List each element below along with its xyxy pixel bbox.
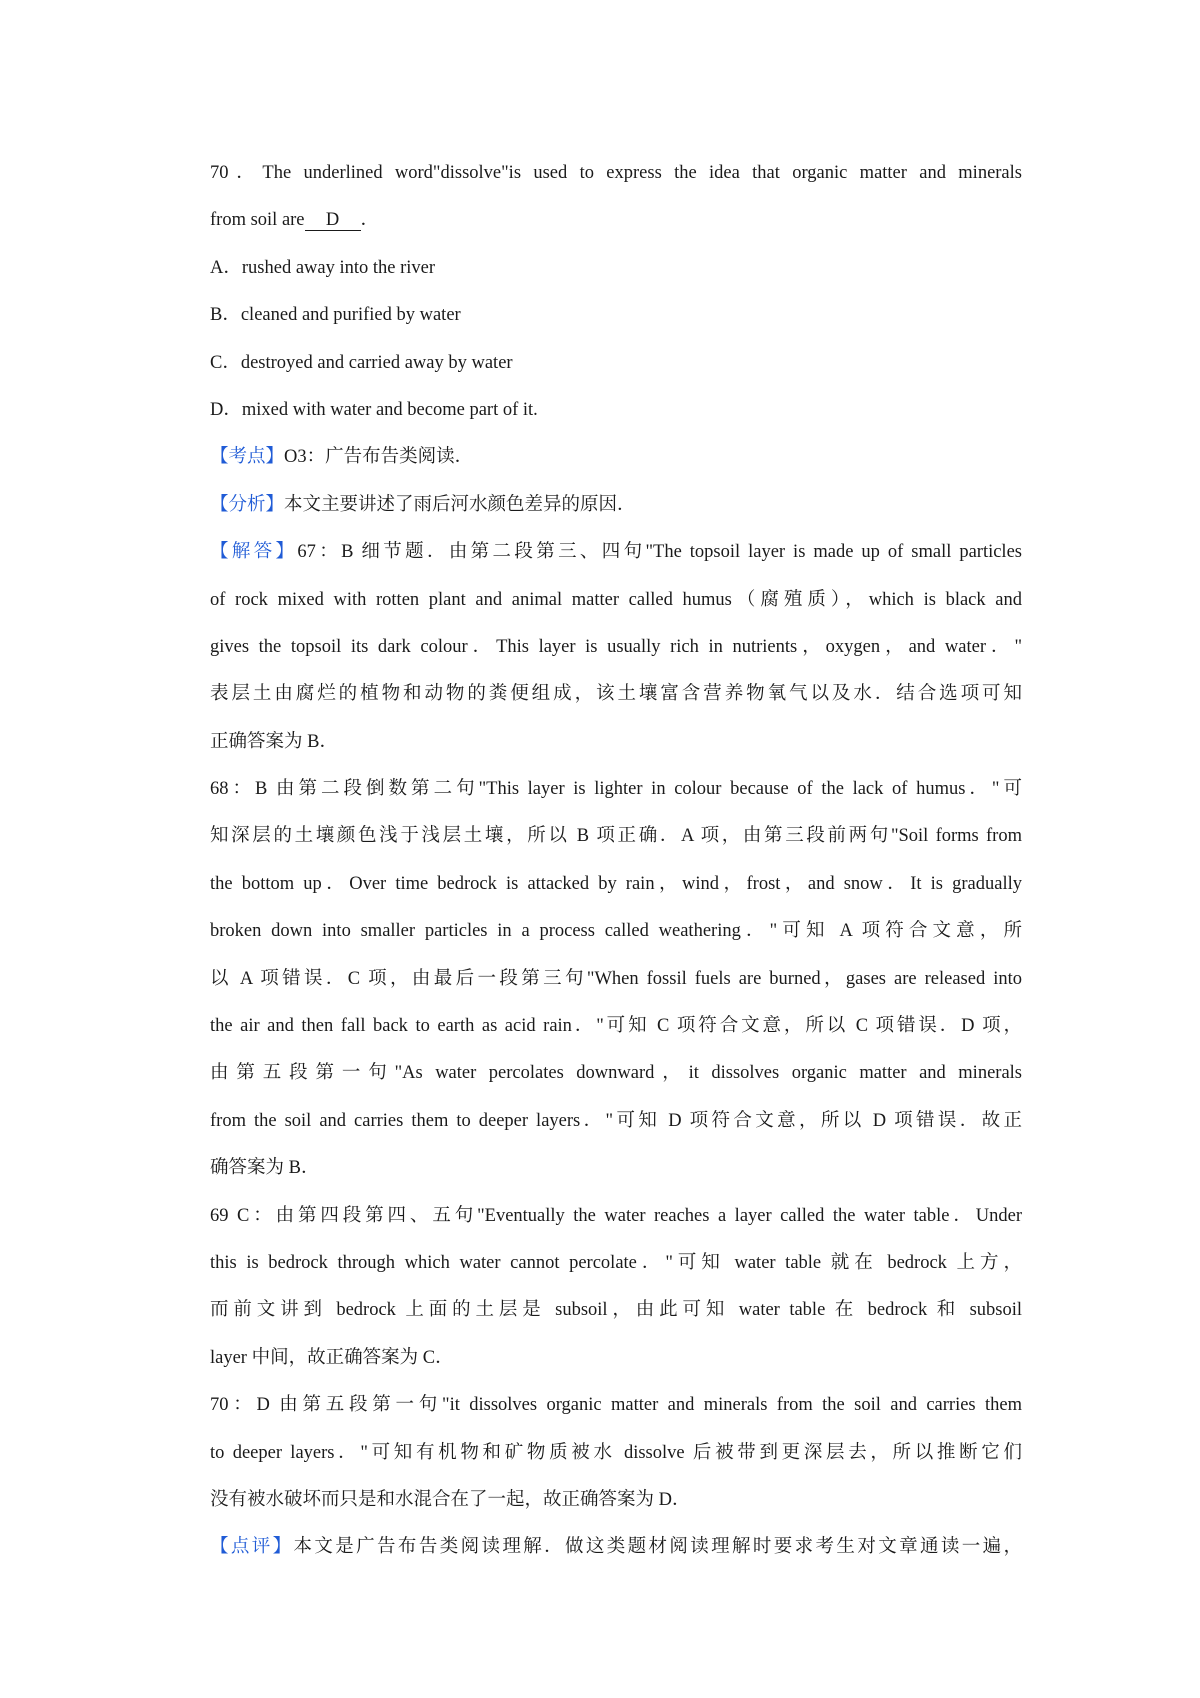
jieda-line: 正确答案为 B． [210,731,338,752]
option-text: mixed with water and become part of it. [241,399,538,420]
fenxi-text: 本文主要讲述了雨后河水颜色差异的原因． [284,494,636,515]
option-letter: C． [210,352,241,373]
jieda-line: to deeper layers．"可知有机物和矿物质被水 dissolve 后被带到更深层去，所以推断它们 [210,1442,1022,1463]
dianping-text: 本文是广告布告类阅读理解．做这类题材阅读理解时要求考生对文章通读一遍， [293,1537,1022,1558]
option-text: cleaned and purified by water [240,305,461,326]
option-c [210,340,1022,387]
jieda-line-1 [210,529,1022,576]
jieda-line: 表层土由腐烂的植物和动物的粪便组成，该土壤富含营养物氧气以及水．结合选项可知 [210,684,1022,705]
jieda-line: of rock mixed with rotten plant and animal matter called humus（腐殖质），which is black and [210,589,1022,610]
document-page [210,150,1022,1572]
jieda-line: 以 A 项错误．C 项，由最后一段第三句"When fossil fuels are burned，gases are released into [210,968,1022,989]
question-line-2 [210,197,1022,244]
jieda-line: gives the topsoil its dark colour．This layer is usually rich in nutrients，oxygen，and water．" [210,636,1022,657]
fenxi-line [210,482,1022,529]
jieda-line: this is bedrock through which water cannot percolate．"可知 water table 就在 bedrock 上方， [210,1252,1022,1273]
jieda-line: 由第五段第一句"As water percolates downward，it dissolves organic matter and minerals [210,1063,1022,1084]
jieda-line: the bottom up．Over time bedrock is attacked by rain，wind，frost，and snow．It is gradually [210,873,1022,894]
kaodian-tag: 【考点】 [210,447,285,468]
jieda-line: the air and then fall back to earth as acid rain．"可知 C 项符合文意，所以 C 项错误．D 项， [210,1016,1022,1037]
jieda-line: 知深层的土壤颜色浅于浅层土壤，所以 B 项正确．A 项，由第三段前两句"Soil forms from [210,826,1022,847]
option-text: destroyed and carried away by water [240,352,513,373]
option-letter: A． [210,257,242,278]
jieda-line: 确答案为 B． [210,1158,320,1179]
jieda-line: 69 C：由第四段第四、五句"Eventually the water reaches a layer called the water table．Under [210,1205,1022,1226]
question-period: ． [360,210,380,231]
dianping-tag: 【点评】 [210,1537,294,1558]
jieda-tag: 【解答】 [210,542,298,563]
option-b [210,292,1022,339]
kaodian-line [210,434,1022,481]
answer-blank: D [305,210,361,231]
option-text: rushed away into the river [241,257,436,278]
option-letter: D． [210,399,242,420]
question-stem-end: from soil are [210,210,305,231]
kaodian-text: O3：广告布告类阅读． [284,447,474,468]
option-letter: B． [210,305,241,326]
jieda-text: 67：B 细节题．由第二段第三、四句"The topsoil layer is made up of small particles [297,542,1022,563]
jieda-line: 70：D 由第五段第一句"it dissolves organic matter and minerals from the soil and carries them [210,1395,1022,1416]
jieda-line: from the soil and carries them to deeper layers．"可知 D 项符合文意，所以 D 项错误．故正 [210,1110,1022,1131]
fenxi-tag: 【分析】 [210,494,285,515]
jieda-line: broken down into smaller particles in a process called weathering．"可知 A 项符合文意，所 [210,921,1022,942]
dianping-line [210,1524,1022,1571]
option-d [210,387,1022,434]
jieda-line: 而前文讲到 bedrock 上面的土层是 subsoil，由此可知 water table 在 bedrock 和 subsoil [210,1300,1022,1321]
option-a [210,245,1022,292]
jieda-line: layer 中间，故正确答案为 C． [210,1347,454,1368]
jieda-line: 没有被水破坏而只是和水混合在了一起，故正确答案为 D． [210,1489,691,1510]
question-line-1: 70．The underlined word"dissolve"is used to express the idea that organic matter and minerals [210,163,1022,183]
jieda-line: 68：B 由第二段倒数第二句"This layer is lighter in colour because of the lack of humus．"可 [210,779,1022,800]
